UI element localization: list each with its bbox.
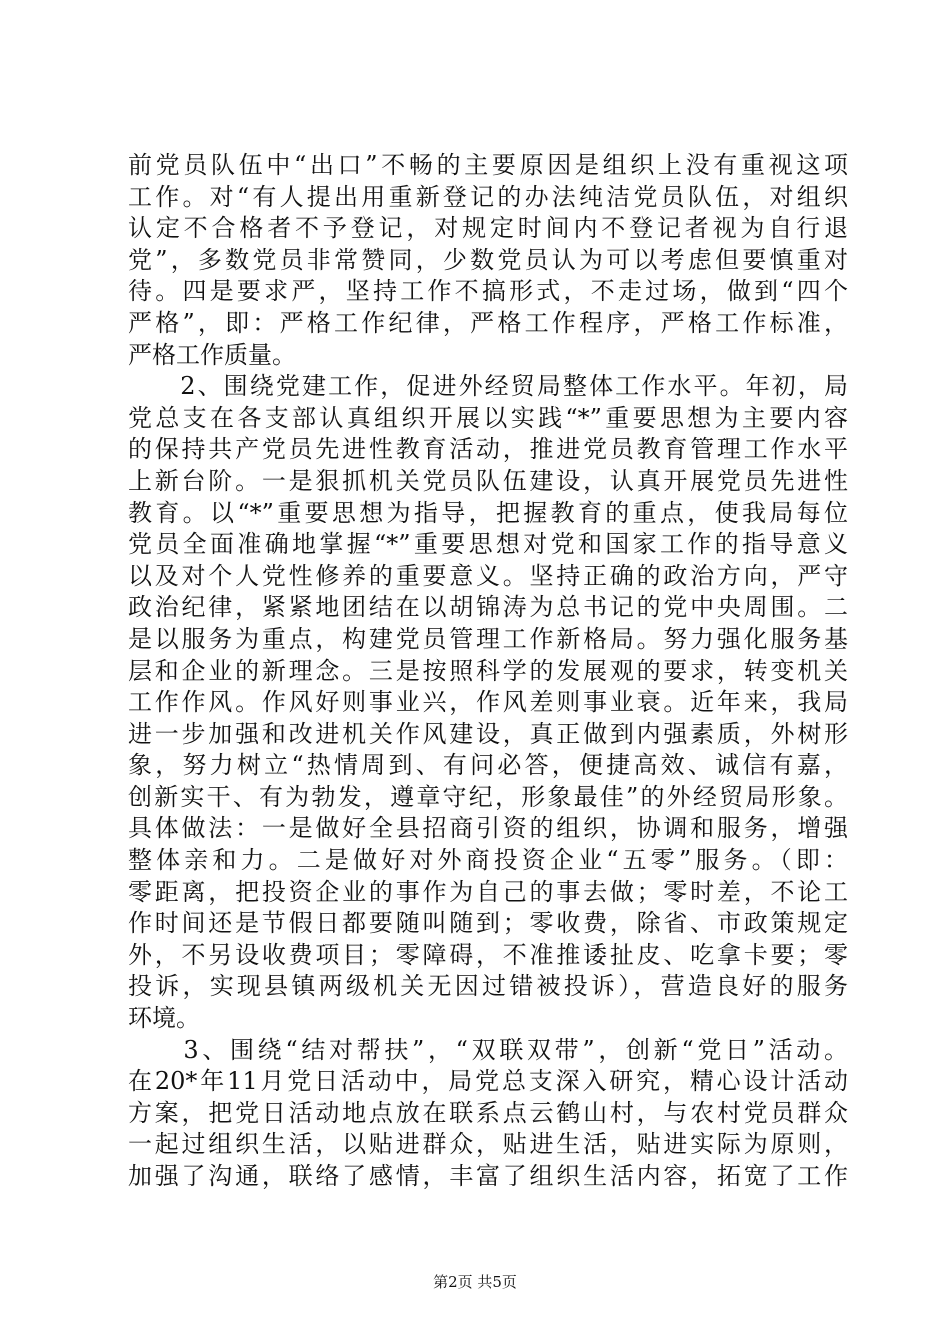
text-line: 进一步加强和改进机关作风建设，真正做到内强素质，外树形 — [128, 719, 848, 748]
text-line: 作时间还是节假日都要随叫随到；零收费，除省、市政策规定 — [128, 909, 848, 938]
text-line: 在20*年11月党日活动中，局党总支深入研究，精心设计活动 — [128, 1067, 848, 1096]
text-line: 一起过组织生活，以贴进群众，贴进生活，贴进实际为原则， — [128, 1130, 848, 1159]
text-line: 严格工作质量。 — [128, 340, 296, 369]
paragraph-2 — [128, 371, 848, 1034]
text-line: 工作作风。作风好则事业兴，作风差则事业衰。近年来，我局 — [128, 688, 848, 717]
text-line: 方案，把党日活动地点放在联系点云鹤山村，与农村党员群众 — [128, 1098, 848, 1127]
document-body — [128, 150, 848, 1193]
text-line: 是以服务为重点，构建党员管理工作新格局。努力强化服务基 — [128, 624, 848, 653]
text-line: 零距离，把投资企业的事作为自己的事去做；零时差，不论工 — [128, 877, 848, 906]
text-line: 环境。 — [128, 1004, 200, 1033]
text-line: 教育。以“*”重要思想为指导，把握教育的重点，使我局每位 — [128, 498, 848, 527]
text-line: 认定不合格者不予登记，对规定时间内不登记者视为自行退 — [128, 214, 848, 243]
text-line: 工作。对“有人提出用重新登记的办法纯洁党员队伍，对组织 — [128, 182, 848, 211]
text-line: 待。四是要求严，坚持工作不搞形式，不走过场，做到“四个 — [128, 277, 848, 306]
text-line: 象，努力树立“热情周到、有问必答，便捷高效、诚信有嘉， — [128, 751, 848, 780]
text-line: 党总支在各支部认真组织开展以实践“*”重要思想为主要内容 — [128, 403, 848, 432]
text-line: 上新台阶。一是狠抓机关党员队伍建设，认真开展党员先进性 — [128, 466, 848, 495]
text-line: 具体做法：一是做好全县招商引资的组织，协调和服务，增强 — [128, 814, 848, 843]
text-line: 政治纪律，紧紧地团结在以胡锦涛为总书记的党中央周围。二 — [128, 593, 848, 622]
text-line: 严格”，即：严格工作纪律，严格工作程序，严格工作标准， — [128, 308, 848, 337]
paragraph-1 — [128, 150, 848, 371]
text-line: 投诉，实现县镇两级机关无因过错被投诉），营造良好的服务 — [128, 972, 848, 1001]
text-line: 2、围绕党建工作，促进外经贸局整体工作水平。年初，局 — [128, 372, 848, 401]
text-line: 层和企业的新理念。三是按照科学的发展观的要求，转变机关 — [128, 656, 848, 685]
text-line: 前党员队伍中“出口”不畅的主要原因是组织上没有重视这项 — [128, 151, 848, 179]
text-line: 加强了沟通，联络了感情，丰富了组织生活内容，拓宽了工作 — [128, 1162, 848, 1190]
page-number-footer: 第2页 共5页 — [433, 1273, 517, 1291]
text-line: 以及对个人党性修养的重要意义。坚持正确的政治方向，严守 — [128, 561, 848, 590]
text-line: 的保持共产党员先进性教育活动，推进党员教育管理工作水平 — [128, 435, 848, 464]
text-line: 3、围绕“结对帮扶”，“双联双带”，创新“党日”活动。 — [128, 1035, 848, 1064]
paragraph-3 — [128, 1035, 848, 1193]
text-line: 创新实干、有为勃发，遵章守纪，形象最佳”的外经贸局形象。 — [128, 782, 848, 811]
text-line: 党员全面准确地掌握“*”重要思想对党和国家工作的指导意义 — [128, 530, 848, 559]
text-line: 整体亲和力。二是做好对外商投资企业“五零”服务。（即： — [128, 846, 848, 875]
text-line: 党”，多数党员非常赞同，少数党员认为可以考虑但要慎重对 — [128, 245, 848, 274]
text-line: 外，不另设收费项目；零障碍，不准推诿扯皮、吃拿卡要；零 — [128, 940, 848, 969]
